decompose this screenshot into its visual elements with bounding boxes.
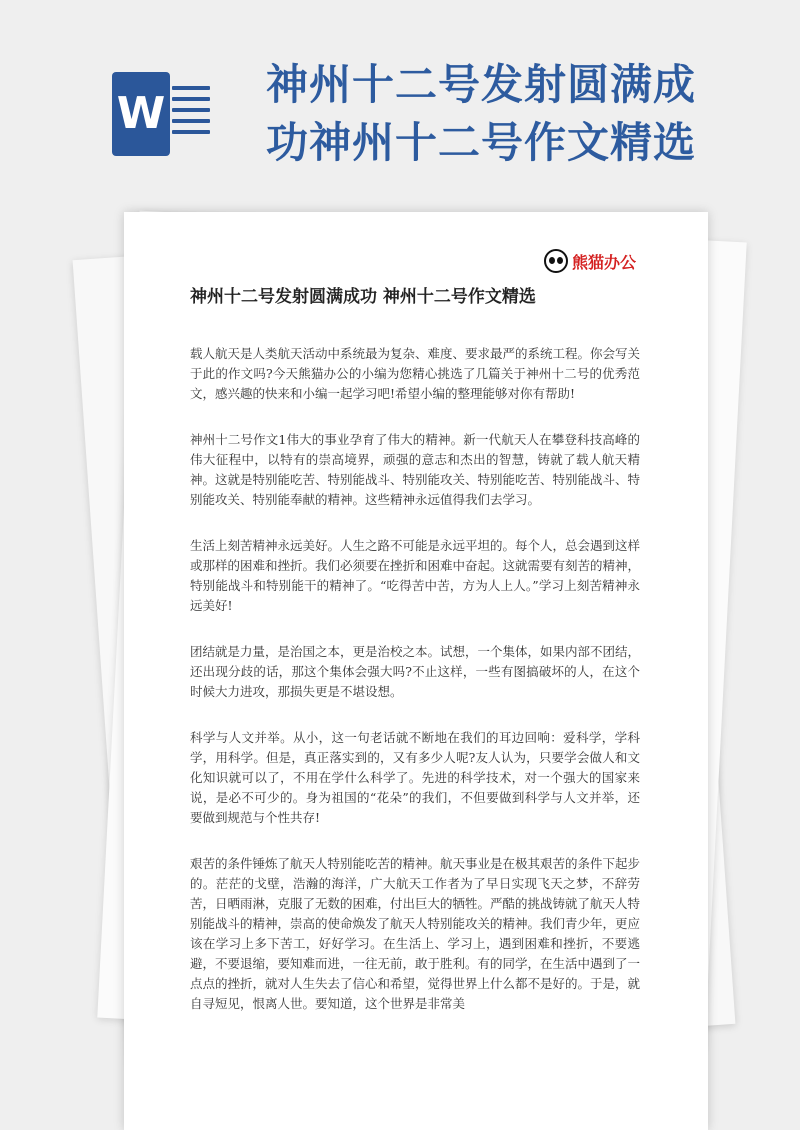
header-banner [0,0,800,200]
paragraph: 艰苦的条件锤炼了航天人特别能吃苦的精神。航天事业是在极其艰苦的条件下起步的。茫茫的戈壁，浩瀚的海洋，广大航天工作者为了早日实现飞天之梦，不辞劳苦，日晒雨淋，克服了无数的困难，付出巨大的牺牲。严酷的挑战铸就了航天人特别能战斗的精神，崇高的使命焕发了航天人特别能攻关的精神。我们青少年，更应该在学习上多下苦工，好好学习。在生活上、学习上，遇到困难和挫折，不要逃避，不要退缩，要知难而进，一往无前，敢于胜利。有的同学，在生活中遇到了一点点的挫折，就对人生失去了信心和希望，觉得世界上什么都不是好的。于是，就自寻短见，恨离人世。要知道，这个世界是非常美 [190,856,641,1011]
banner-title-line1: 神州十二号发射圆满成 [266,60,697,109]
word-document-icon [112,72,212,156]
document-title: 神州十二号发射圆满成功 神州十二号作文精选 [190,287,536,307]
document-page [124,212,708,1130]
word-lines [172,86,210,142]
logo-text: 熊猫办公 [571,252,636,272]
paragraph: 团结就是力量，是治国之本，更是治校之本。试想，一个集体，如果内部不团结，还出现分歧的话，那这个集体会强大吗?不止这样，一些有图搞破坏的人，在这个时候大力进攻，那损失更是不堪设想。 [190,644,641,699]
word-badge: W [112,72,170,156]
paragraph: 生活上刻苦精神永远美好。人生之路不可能是永远平坦的。每个人，总会遇到这样或那样的困难和挫折。我们必须要在挫折和困难中奋起。这就需要有刻苦的精神，特别能战斗和特别能干的精神了。“吃得苦中苦，方为人上人。”学习上刻苦精神永远美好! [190,538,641,613]
paragraph: 载人航天是人类航天活动中系统最为复杂、难度、要求最严的系统工程。你会写关于此的作文吗?今天熊猫办公的小编为您精心挑选了几篇关于神州十二号的优秀范文，感兴趣的快来和小编一起学习吧!希望小编的整理能够对你有帮助! [190,346,641,401]
paragraph: 神州十二号作文1伟大的事业孕育了伟大的精神。新一代航天人在攀登科技高峰的伟大征程中，以特有的崇高境界，顽强的意志和杰出的智慧，铸就了载人航天精神。这就是特别能吃苦、特别能战斗、特别能攻关、特别能吃苦、特别能战斗、特别能攻关、特别能奉献的精神。这些精神永远值得我们去学习。 [190,432,641,507]
banner-title-line2: 功神州十二号作文精选 [266,118,697,167]
banner-title [266,56,786,172]
panda-icon [544,249,568,273]
document-body [190,344,640,1040]
brand-logo [544,246,636,276]
paragraph: 科学与人文并举。从小，这一句老话就不断地在我们的耳边回响：爱科学，学科学，用科学。但是，真正落实到的，又有多少人呢?友人认为，只要学会做人和文化知识就可以了，不用在学什么科学了。先进的科学技术，对一个强大的国家来说，是必不可少的。身为祖国的“花朵”的我们，不但要做到科学与人文并举，还要做到规范与个性共存! [190,730,640,825]
